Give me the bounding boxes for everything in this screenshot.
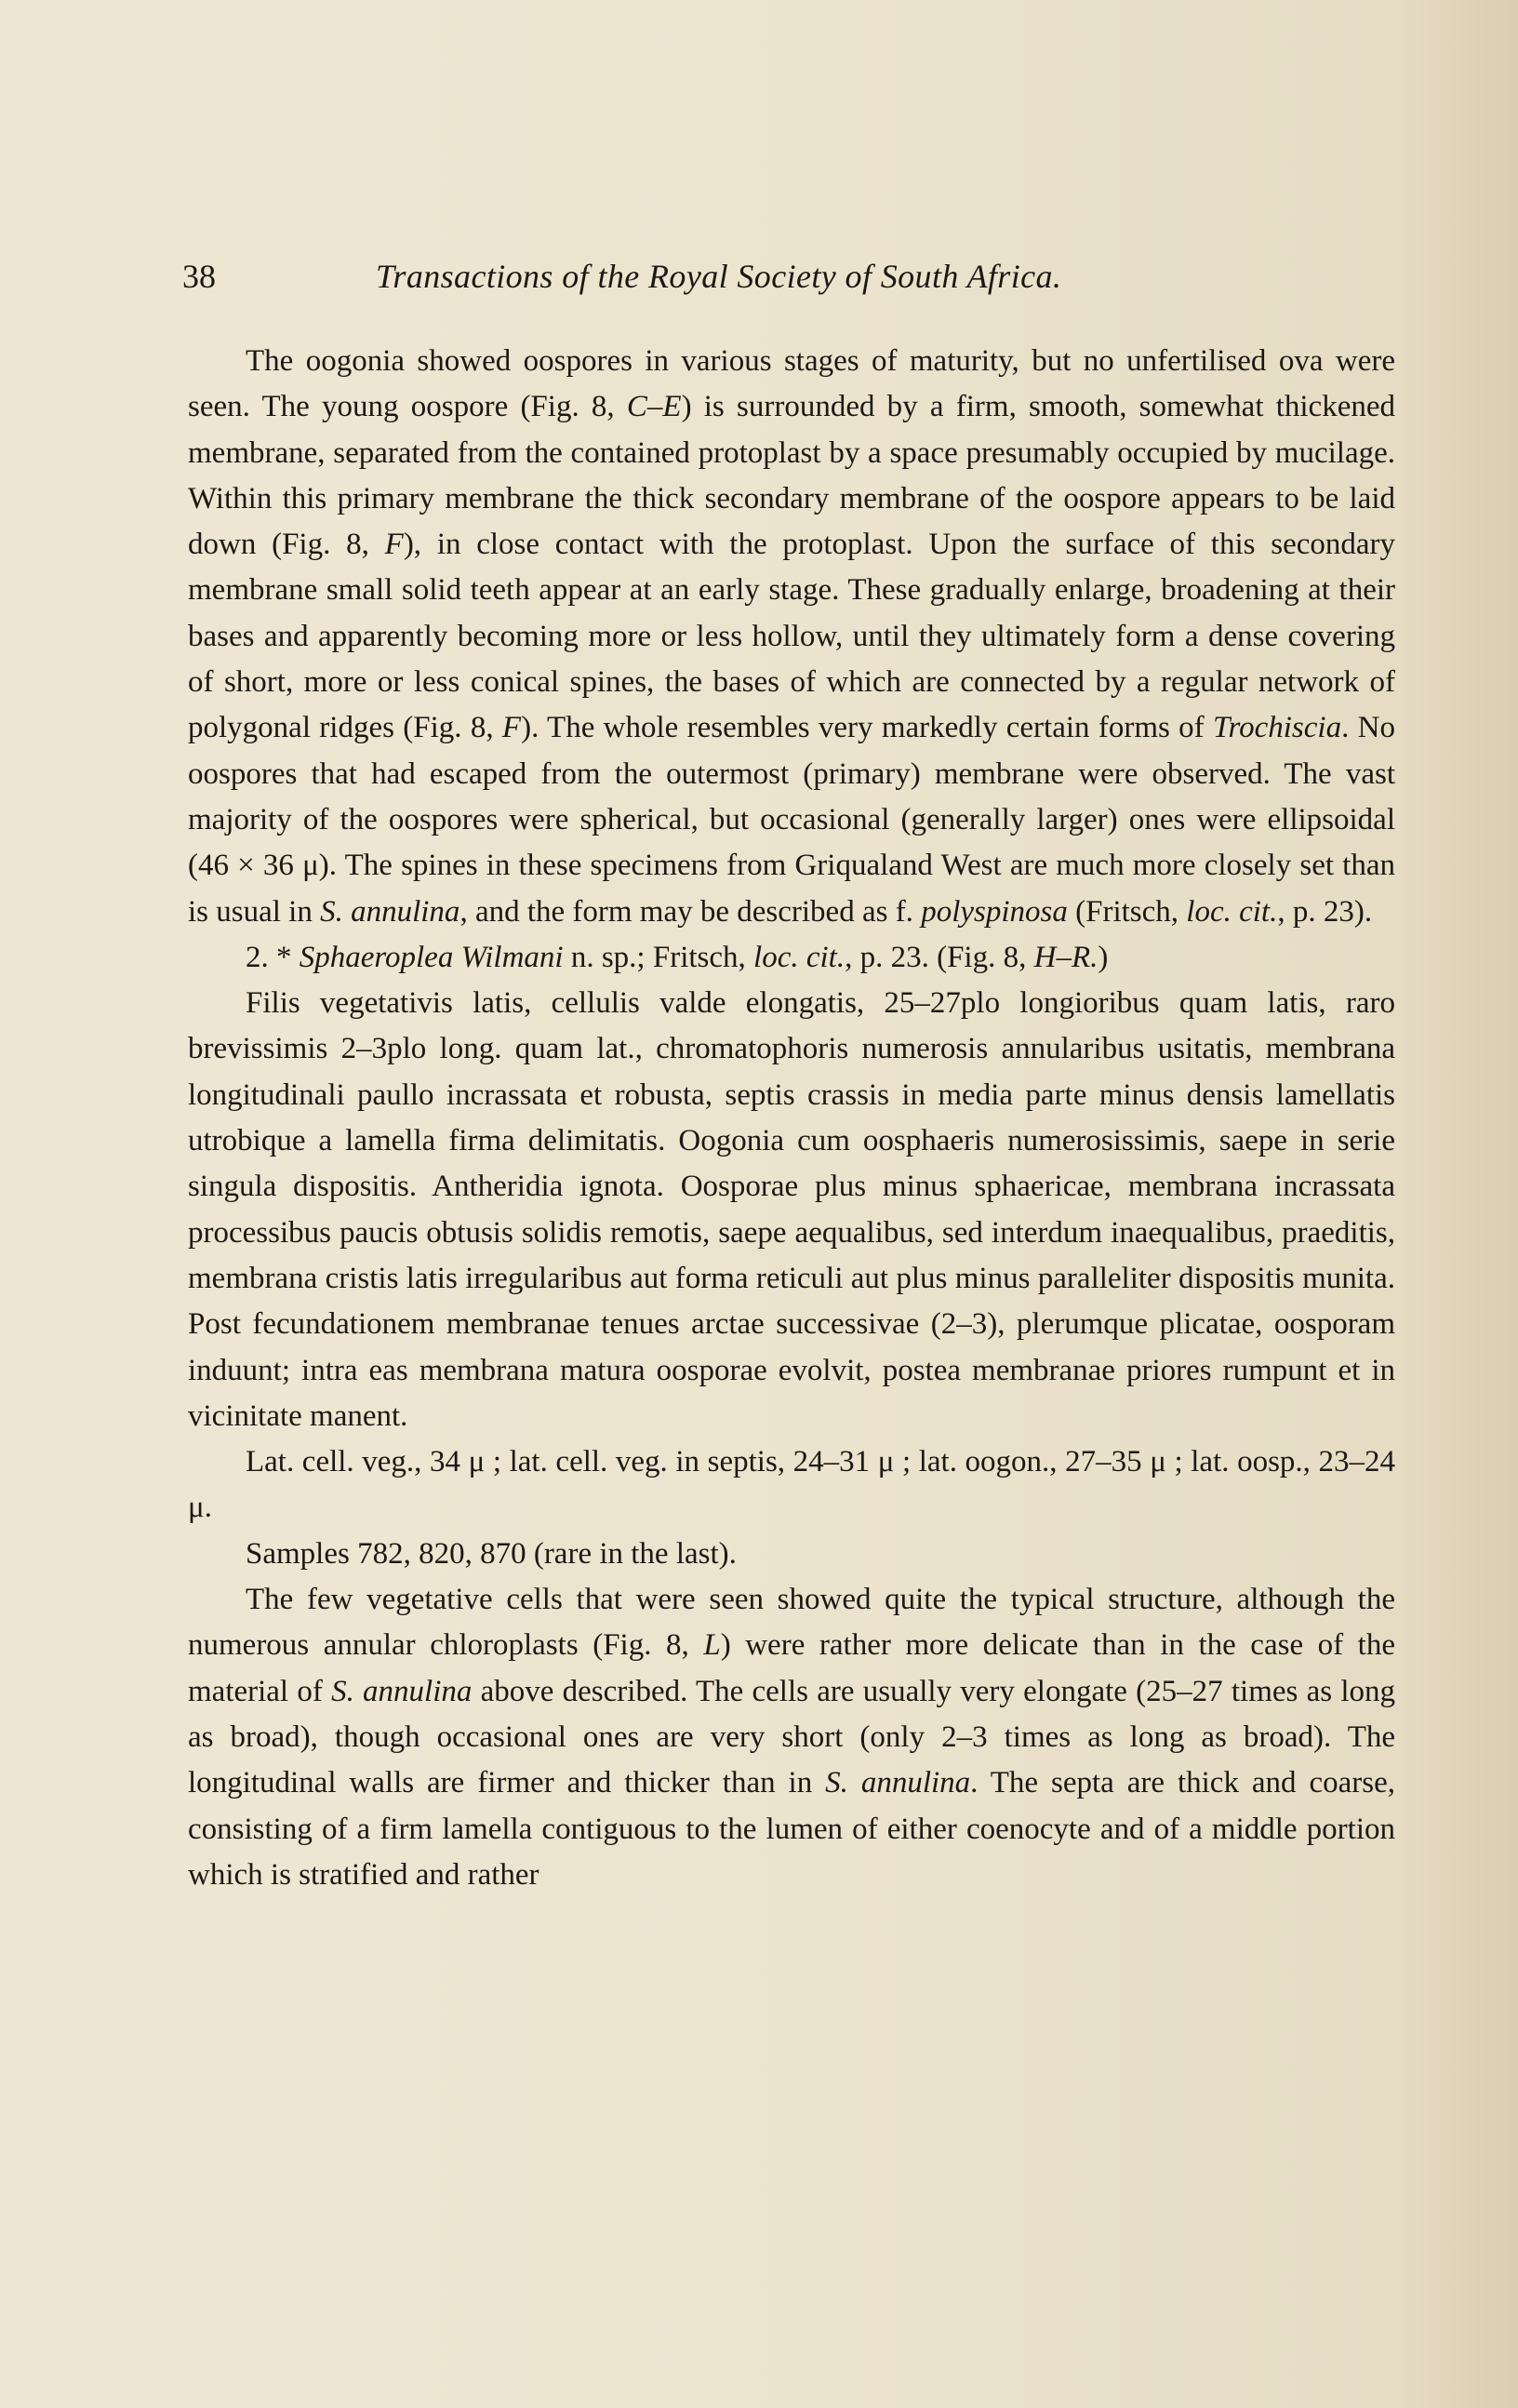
paragraph-oospore-development (188, 339, 1395, 935)
latin-diagnosis: Filis vegetativis latis, cellulis valde elongatis, 25–27plo longioribus quam latis, raro brevissimis 2–3plo long. quam lat., chromatophoris numerosis annularibus usitatis, membrana longitudinali paullo incrassata et robusta, septis crassis in media parte minus densis lamellatis utrobique a lamella firma delimitatis. Oogonia cum oosphaeris numerosissimis, saepe in serie singula dispositis. Antheridia ignota. Oosporae plus minus sphaericae, membrana incrassata processibus paucis obtusis solidis remotis, saepe aequalibus, sed interdum inaequalibus, praeditis, membrana cristis latis irregularibus aut forma reticuli aut plus minus paralleliter dispositis munita. Post fecundationem membranae tenues arctae successivae (2–3), plerumque plicatae, oosporam induunt; intra eas membrana matura oosporae evolvit, postea membranae priores rumpunt et in vicinitate manent. (188, 986, 1395, 1433)
running-header (182, 257, 1395, 303)
text-run: ) were rather more delicate than in the case of the material of (188, 1628, 1395, 1708)
text-run: ), in close contact with the protoplast. Upon the surface of this secondary membrane small solid teeth appear at an early stage. These gradually enlarge, broadening at their bases and apparently becoming more or less hollow, until they ultimately form a dense covering of short, more or less conical spines, the bases of which are connected by a regular network of polygonal ridges (Fig. 8, (188, 528, 1396, 745)
figure-reference: F (384, 528, 404, 562)
paragraph-vegetative-cells (188, 1577, 1395, 1898)
text-run: The few vegetative cells that were seen showed quite the typical structure, although the numerous annular chloroplasts (Fig. 8, (188, 1583, 1395, 1663)
text-run: . No oospores that had escaped from the outermost (primary) membrane were observed. The vast majority of the oospores were spherical, but occasional (generally larger) ones were ellipsoidal (46 × 36 μ). The spines in these specimens from Griqualand West are much more closely set than is usual in (188, 711, 1395, 929)
figure-reference: F (501, 711, 522, 745)
running-title: Transactions of the Royal Society of South Africa. (376, 258, 1062, 295)
citation: loc. cit. (753, 940, 846, 974)
text-run: , p. 23. (Fig. 8, (845, 940, 1034, 974)
samples: Samples 782, 820, 870 (rare in the last). (246, 1536, 737, 1571)
taxon-name: S. annulina (320, 894, 460, 929)
figure-reference: L (703, 1628, 721, 1663)
text-run: n. sp.; Fritsch, (563, 940, 754, 974)
taxon-name: polyspinosa (921, 894, 1068, 929)
measurements: Lat. cell. veg., 34 μ ; lat. cell. veg. in septis, 24–31 μ ; lat. oogon., 27–35 μ ; lat. oosp., 23–24 μ. (188, 1445, 1395, 1525)
body-text (188, 339, 1395, 1898)
text-run: The oogonia showed oospores in various stages of maturity, but no unfertilised ova were seen. The young oospore (Fig. 8, (188, 344, 1395, 424)
taxon-name: Sphaeroplea Wilmani (299, 940, 564, 974)
figure-reference: C–E (626, 390, 682, 424)
text-run: . The septa are thick and coarse, consisting of a firm lamella contiguous to the lumen of either coenocyte and of a middle portion which is stratified and rather (188, 1766, 1395, 1892)
text-run: ) is surrounded by a firm, smooth, somewhat thickened membrane, separated from the contained protoplast by a space presumably occupied by mucilage. Within this primary membrane the thick secondary membrane of the oospore appears to be laid down (Fig. 8, (188, 390, 1395, 562)
text-run: 2. * (246, 940, 300, 974)
page-number: 38 (182, 258, 216, 295)
text-run: ) (1098, 940, 1109, 974)
taxon-name: Trochiscia (1212, 711, 1342, 745)
taxon-name: S. annulina (331, 1674, 473, 1708)
figure-reference: H–R. (1033, 940, 1099, 974)
text-run: , p. 23). (1277, 894, 1373, 929)
text-run: above described. The cells are usually very elongate (25–27 times as long as broad), though occasional ones are very short (only 2–3 times as long as broad). The longitudinal walls are firmer and thicker than in (188, 1674, 1395, 1800)
text-run: ). The whole resembles very markedly certain forms of (521, 711, 1213, 745)
citation: loc. cit. (1186, 894, 1278, 929)
taxon-name: S. annulina (825, 1766, 971, 1800)
text-run: (Fritsch, (1067, 894, 1187, 929)
species-heading (188, 935, 1395, 981)
text-run: , and the form may be described as f. (459, 894, 922, 929)
